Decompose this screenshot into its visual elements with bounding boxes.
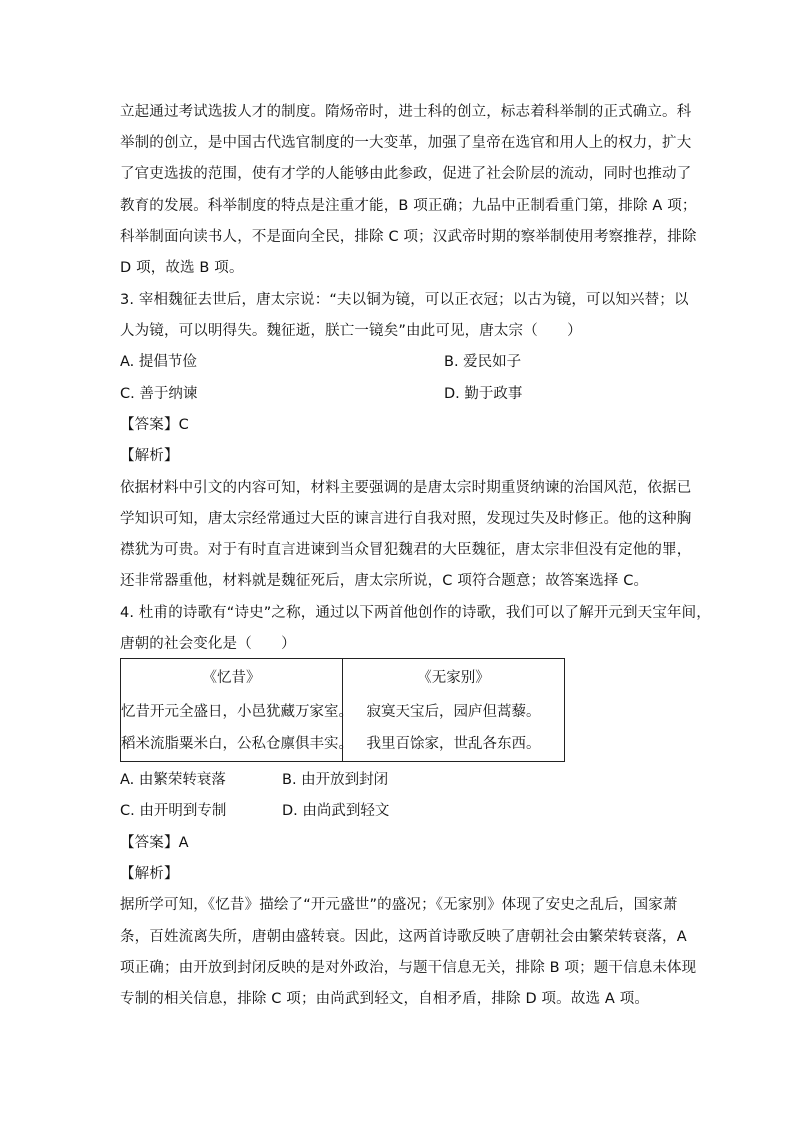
q4-stem-line-2: 唐朝的社会变化是（ ） <box>120 636 296 652</box>
intro-line-6: D 项，故选 B 项。 <box>120 260 244 276</box>
poem-2-line-2: 我里百馀家，世乱各东西。 <box>366 736 541 752</box>
q3-option-c: C. 善于纳谏 <box>120 386 198 402</box>
poem-table <box>120 658 565 762</box>
poem-2-title: 《无家别》 <box>417 670 490 686</box>
q4-option-d: D. 由尚武到轻文 <box>282 803 390 819</box>
q3-option-d: D. 勤于政事 <box>444 386 523 402</box>
q4-analysis-label: 【解析】 <box>120 866 179 882</box>
q4-analysis-line-4: 专制的相关信息，排除 C 项；由尚武到轻文，自相矛盾，排除 D 项。故选 A 项。 <box>120 991 650 1007</box>
q4-answer: 【答案】A <box>120 835 189 851</box>
intro-line-2: 举制的创立，是中国古代选官制度的一大变革，加强了皇帝在选官和用人上的权力，扩大 <box>120 135 692 151</box>
poem-1-line-1: 忆昔开元全盛日，小邑犹藏万家室。 <box>121 704 353 720</box>
q3-analysis-line-2: 学知识可知，唐太宗经常通过大臣的谏言进行自我对照，发现过失及时修正。他的这种胸 <box>120 511 692 527</box>
q4-analysis-line-1: 据所学可知，《忆昔》描绘了“开元盛世”的盛况；《无家别》体现了安史之乱后，国家萧 <box>120 897 678 913</box>
q3-option-a: A. 提倡节俭 <box>120 354 197 370</box>
intro-line-1: 立起通过考试选拔人才的制度。隋炀帝时，进士科的创立，标志着科举制的正式确立。科 <box>120 104 692 120</box>
q4-option-c: C. 由开明到专制 <box>120 803 227 819</box>
poem-1-line-2: 稻米流脂粟米白，公私仓廪俱丰实。 <box>121 736 353 752</box>
q3-analysis-line-1: 依据材料中引文的内容可知，材料主要强调的是唐太宗时期重贤纳谏的治国风范，依据已 <box>120 480 692 496</box>
q4-option-b: B. 由开放到封闭 <box>282 772 389 788</box>
q4-stem-line-1: 4. 杜甫的诗歌有“诗史”之称，通过以下两首他创作的诗歌，我们可以了解开元到天宝年间， <box>120 605 711 621</box>
poem-cell-2 <box>343 659 565 762</box>
q4-option-a: A. 由繁荣转衰落 <box>120 772 226 788</box>
intro-line-3: 了官吏选拔的范围，使有才学的人能够由此参政，促进了社会阶层的流动，同时也推动了 <box>120 166 692 182</box>
q3-answer: 【答案】C <box>120 417 189 433</box>
q3-analysis-label: 【解析】 <box>120 448 179 464</box>
q3-option-b: B. 爱民如子 <box>444 354 522 370</box>
q3-stem-line-2: 人为镜，可以明得失。魏征逝，朕亡一镜矣”由此可见，唐太宗（ ） <box>120 323 582 339</box>
q3-stem-line-1: 3. 宰相魏征去世后，唐太宗说：“夫以铜为镜，可以正衣冠；以古为镜，可以知兴替；以 <box>120 292 689 308</box>
intro-line-5: 科举制面向读书人，不是面向全民，排除 C 项；汉武帝时期的察举制使用考察推荐，排除 <box>120 229 697 245</box>
q4-analysis-line-2: 条，百姓流离失所，唐朝由盛转衰。因此，这两首诗歌反映了唐朝社会由繁荣转衰落，A <box>120 929 687 945</box>
q3-analysis-line-4: 还非常器重他，材料就是魏征死后，唐太宗所说，C 项符合题意；故答案选择 C。 <box>120 573 649 589</box>
q3-analysis-line-3: 襟犹为可贵。对于有时直言进谏到当众冒犯魏君的大臣魏征，唐太宗非但没有定他的罪， <box>120 542 692 558</box>
poem-1-title: 《忆昔》 <box>202 670 261 686</box>
intro-line-4: 教育的发展。科举制度的特点是注重才能，B 项正确；九品中正制看重门第，排除 A 项； <box>120 198 697 214</box>
poem-2-line-1: 寂寞天宝后，园庐但蒿藜。 <box>366 704 541 720</box>
q4-analysis-line-3: 项正确；由开放到封闭反映的是对外政治，与题干信息无关，排除 B 项；题干信息未体现 <box>120 960 697 976</box>
poem-cell-1 <box>121 659 353 762</box>
